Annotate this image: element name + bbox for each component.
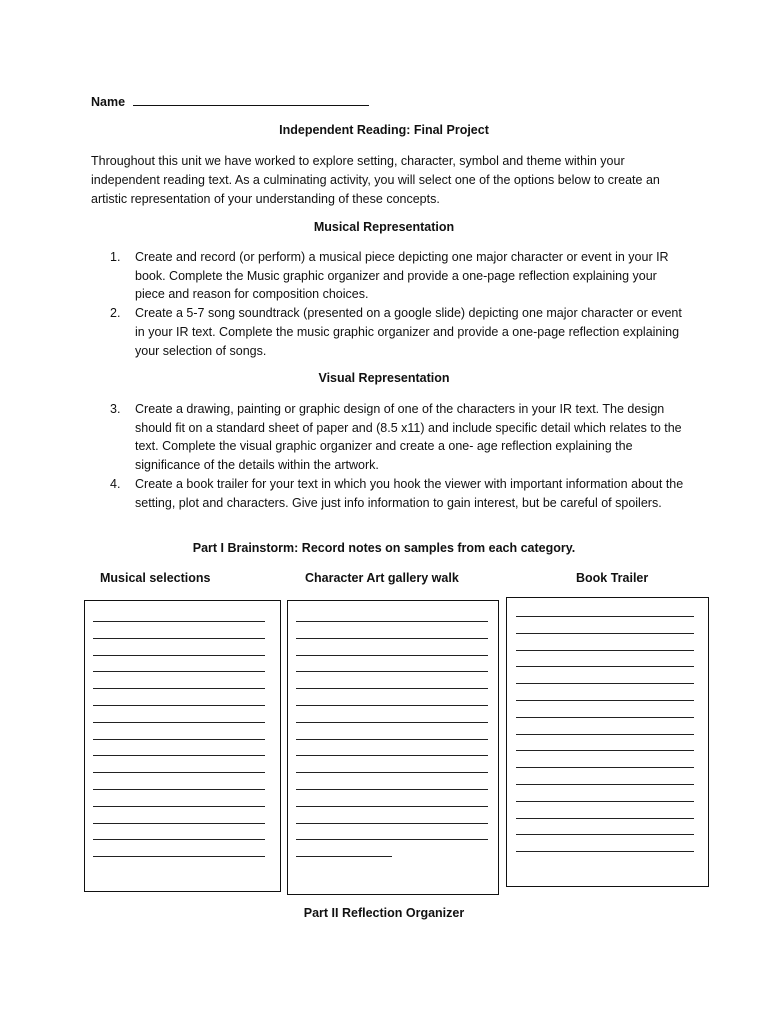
writing-line <box>296 755 488 756</box>
writing-line <box>516 633 694 634</box>
musical-notes-box[interactable] <box>84 600 281 892</box>
list-item-text: Create a book trailer for your text in which you hook the viewer with important information about the setting, plot and characters. Give just info information to gain interest, but be careful of spoilers. <box>135 476 684 510</box>
writing-line <box>93 772 265 773</box>
writing-line <box>516 818 694 819</box>
writing-line <box>296 856 392 857</box>
column-heading-musical: Musical selections <box>100 571 211 585</box>
writing-line <box>516 650 694 651</box>
list-item <box>110 475 690 512</box>
visual-options-list <box>110 400 690 512</box>
list-item <box>110 304 690 360</box>
writing-line <box>93 655 265 656</box>
intro-paragraph: Throughout this unit we have worked to explore setting, character, symbol and theme within your independent reading text. As a culminating activity, you will select one of the options below to create an artistic representation of your understanding of these concepts. <box>91 154 660 206</box>
list-item-number: 4. <box>110 476 121 491</box>
writing-line <box>296 621 488 622</box>
writing-line <box>296 705 488 706</box>
list-item-text: Create and record (or perform) a musical piece depicting one major character or event in your IR book. Complete the Music graphic organizer and provide a one-page reflection explaining your piece and reason for composition choices. <box>135 250 669 302</box>
writing-line <box>296 722 488 723</box>
writing-line <box>296 839 488 840</box>
section-heading-musical: Musical Representation <box>313 220 455 234</box>
writing-line <box>516 750 694 751</box>
writing-line <box>93 705 265 706</box>
writing-line <box>516 834 694 835</box>
writing-line <box>93 638 265 639</box>
writing-line <box>516 717 694 718</box>
writing-line <box>516 801 694 802</box>
writing-line <box>296 688 488 689</box>
writing-line <box>296 655 488 656</box>
writing-line <box>93 856 265 857</box>
writing-line <box>93 789 265 790</box>
writing-line <box>296 806 488 807</box>
list-item-text: Create a drawing, painting or graphic design of one of the characters in your IR text. The design should fit on a standard sheet of paper and (8.5 x11) and include specific detail which relates to the text. Complete the visual graphic organizer and create a one- age reflection explaining the significance of the details within the artwork. <box>135 402 682 473</box>
page-title: Independent Reading: Final Project <box>279 123 489 137</box>
writing-line <box>516 734 694 735</box>
name-label: Name <box>91 95 126 109</box>
name-blank-line <box>133 94 369 106</box>
writing-line <box>296 671 488 672</box>
writing-line <box>516 700 694 701</box>
musical-options-list <box>110 248 690 360</box>
writing-line <box>296 739 488 740</box>
list-item <box>110 400 690 475</box>
writing-line <box>93 688 265 689</box>
writing-line <box>516 683 694 684</box>
section-heading-visual: Visual Representation <box>318 371 450 385</box>
writing-line <box>516 666 694 667</box>
writing-line <box>93 755 265 756</box>
writing-line <box>296 823 488 824</box>
writing-line <box>93 806 265 807</box>
list-item-number: 2. <box>110 306 121 321</box>
list-item <box>110 248 690 304</box>
writing-line <box>93 823 265 824</box>
list-item-number: 1. <box>110 250 121 264</box>
name-field <box>91 94 369 109</box>
writing-line <box>296 789 488 790</box>
writing-line <box>93 671 265 672</box>
writing-line <box>93 621 265 622</box>
column-heading-trailer: Book Trailer <box>576 571 649 585</box>
list-item-text: Create a 5-7 song soundtrack (presented on a google slide) depicting one major character or event in your IR text. Complete the music graphic organizer and provide a one-page reflection explaining your selection of songs. <box>135 306 682 358</box>
writing-line <box>93 739 265 740</box>
writing-line <box>516 616 694 617</box>
writing-line <box>93 722 265 723</box>
column-heading-art: Character Art gallery walk <box>305 571 459 585</box>
writing-line <box>516 851 694 852</box>
writing-line <box>516 784 694 785</box>
writing-line <box>516 767 694 768</box>
part2-heading: Part II Reflection Organizer <box>303 906 465 920</box>
writing-line <box>93 839 265 840</box>
brainstorm-heading: Part I Brainstorm: Record notes on samples from each category. <box>192 541 576 555</box>
list-item-number: 3. <box>110 402 121 416</box>
trailer-notes-box[interactable] <box>506 597 709 887</box>
writing-line <box>296 638 488 639</box>
writing-line <box>296 772 488 773</box>
art-notes-box[interactable] <box>287 600 499 895</box>
